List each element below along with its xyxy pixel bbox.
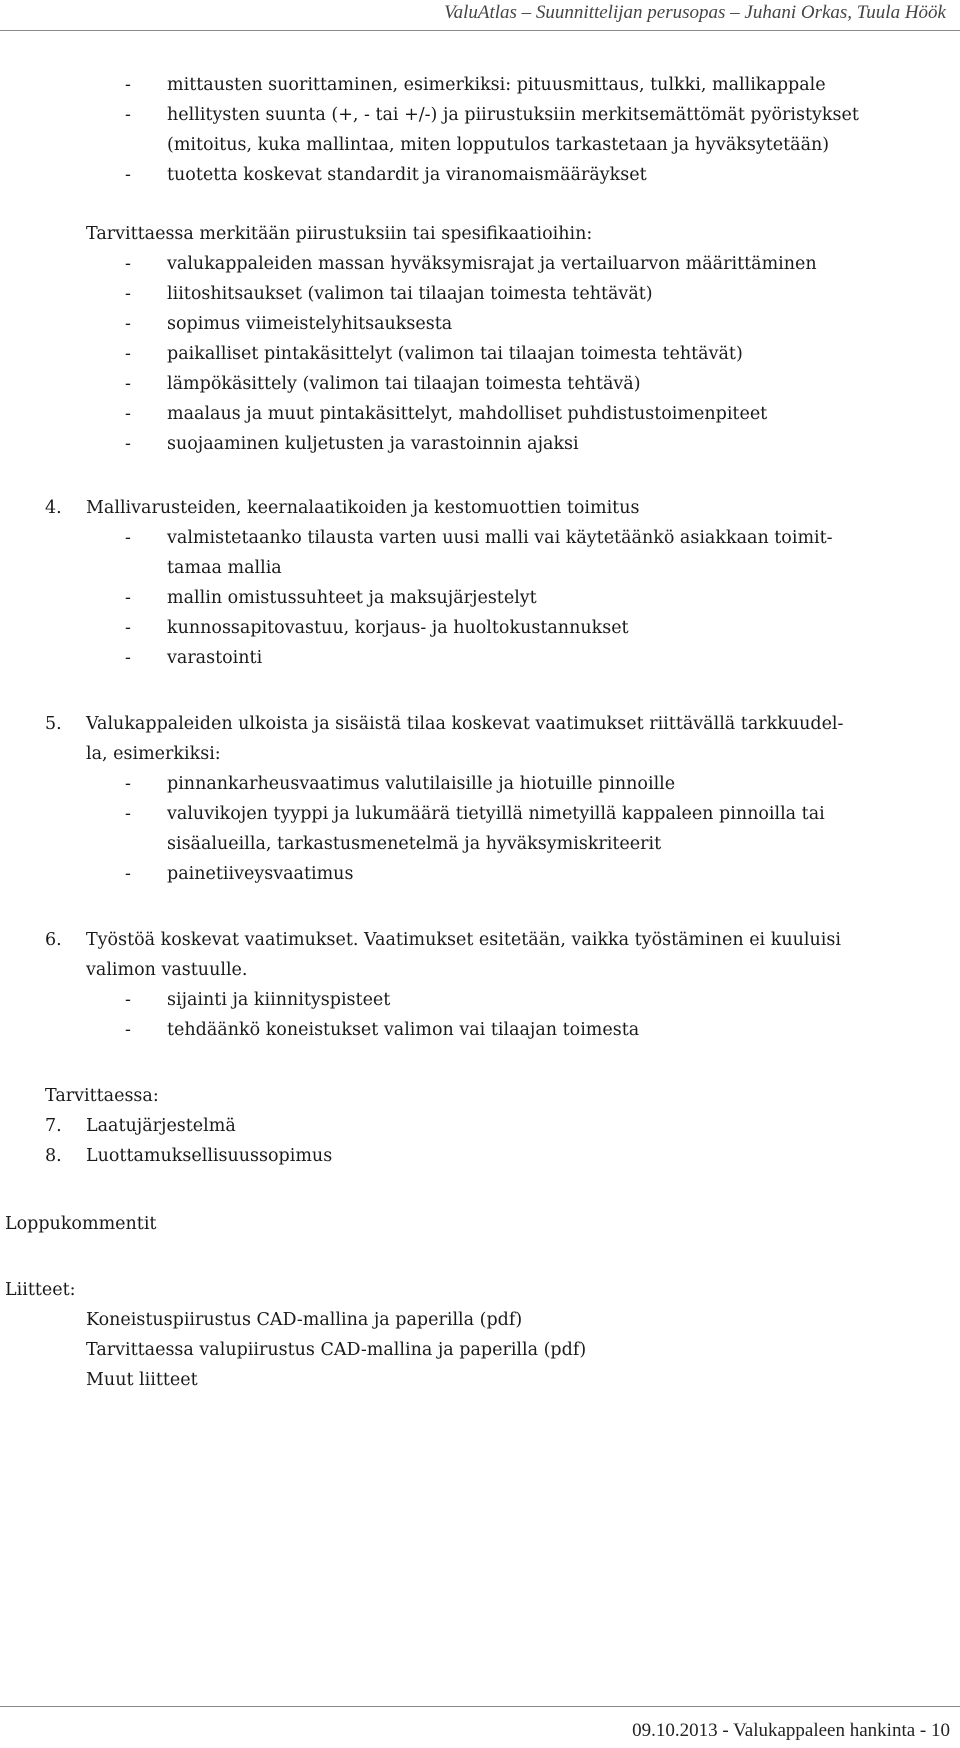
numbered-item	[0, 1111, 960, 1141]
list-item-text: sopimus viimeistelyhitsauksesta	[167, 314, 453, 334]
attachment-text: Koneistuspiirustus CAD-mallina ja paperilla (pdf)	[86, 1310, 523, 1330]
section-number: 5.	[45, 714, 62, 734]
spec-intro	[0, 219, 960, 249]
footer-divider	[0, 1706, 960, 1707]
header-divider	[0, 30, 960, 31]
list-item	[0, 643, 960, 673]
dash-marker: -	[125, 990, 131, 1010]
item-text: Laatujärjestelmä	[86, 1116, 236, 1136]
dash-marker: -	[125, 648, 131, 668]
list-item-text: tamaa mallia	[167, 558, 282, 578]
list-item	[0, 130, 960, 160]
dash-marker: -	[125, 314, 131, 334]
dash-marker: -	[125, 165, 131, 185]
list-item	[0, 583, 960, 613]
dash-marker: -	[125, 75, 131, 95]
list-item-text: suojaaminen kuljetusten ja varastoinnin ajaksi	[167, 434, 579, 454]
list-item-text: hellitysten suunta (+, - tai +/-) ja piirustuksiin merkitsemättömät pyöristykset	[167, 105, 859, 125]
section-title: Valukappaleiden ulkoista ja sisäistä tilaa koskevat vaatimukset riittävällä tarkkuudel-	[86, 714, 844, 734]
list-item-text: tehdäänkö koneistukset valimon vai tilaajan toimesta	[167, 1020, 640, 1040]
dash-marker: -	[125, 774, 131, 794]
dash-marker: -	[125, 804, 131, 824]
dash-marker: -	[125, 254, 131, 274]
item-number: 8.	[45, 1146, 62, 1166]
list-item	[0, 249, 960, 279]
dash-marker: -	[125, 618, 131, 638]
list-item-text: valuvikojen tyyppi ja lukumäärä tietyillä nimetyillä kappaleen pinnoilla tai	[167, 804, 825, 824]
dash-marker: -	[125, 864, 131, 884]
section-heading	[0, 709, 960, 739]
dash-marker: -	[125, 1020, 131, 1040]
list-item-text: varastointi	[167, 648, 263, 668]
attachment-item	[0, 1305, 960, 1335]
list-item	[0, 399, 960, 429]
list-item-text: sisäalueilla, tarkastusmenetelmä ja hyväksymiskriteerit	[167, 834, 662, 854]
list-item-text: mittausten suorittaminen, esimerkiksi: pituusmittaus, tulkki, mallikappale	[167, 75, 826, 95]
section-title: Mallivarusteiden, keernalaatikoiden ja kestomuottien toimitus	[86, 498, 640, 518]
list-item	[0, 613, 960, 643]
dash-marker: -	[125, 404, 131, 424]
list-item-text: sijainti ja kiinnityspisteet	[167, 990, 391, 1010]
section-title: Työstöä koskevat vaatimukset. Vaatimukset esitetään, vaikka työstäminen ei kuuluisi	[86, 930, 841, 950]
numbered-item	[0, 1141, 960, 1171]
page-footer: 09.10.2013 - Valukappaleen hankinta - 10	[632, 1720, 950, 1741]
dash-marker: -	[125, 528, 131, 548]
closing-heading	[0, 1209, 960, 1239]
list-item	[0, 985, 960, 1015]
list-item	[0, 369, 960, 399]
section-title: la, esimerkiksi:	[86, 744, 221, 764]
list-item	[0, 859, 960, 889]
list-item	[0, 799, 960, 829]
optional-intro-text: Tarvittaessa:	[45, 1086, 159, 1106]
list-item-text: mallin omistussuhteet ja maksujärjestelyt	[167, 588, 537, 608]
attachments-label	[0, 1275, 960, 1305]
section-title: valimon vastuulle.	[86, 960, 248, 980]
list-item	[0, 829, 960, 859]
running-header: ValuAtlas – Suunnittelijan perusopas – Juhani Orkas, Tuula Höök	[444, 2, 946, 23]
section-number: 6.	[45, 930, 62, 950]
section-number: 4.	[45, 498, 62, 518]
list-item	[0, 309, 960, 339]
spec-intro-text: Tarvittaessa merkitään piirustuksiin tai spesifikaatioihin:	[86, 224, 593, 244]
dash-marker: -	[125, 588, 131, 608]
section-heading-cont	[0, 955, 960, 985]
attachments-label-text: Liitteet:	[5, 1280, 76, 1300]
attachment-text: Muut liitteet	[86, 1370, 198, 1390]
list-item-text: maalaus ja muut pintakäsittelyt, mahdolliset puhdistustoimenpiteet	[167, 404, 768, 424]
list-item	[0, 1015, 960, 1045]
document-body	[0, 70, 960, 1395]
section-heading-cont	[0, 739, 960, 769]
list-item-text: pinnankarheusvaatimus valutilaisille ja hiotuille pinnoille	[167, 774, 676, 794]
list-item-text: valukappaleiden massan hyväksymisrajat ja vertailuarvon määrittäminen	[167, 254, 817, 274]
list-item	[0, 523, 960, 553]
list-item-text: painetiiveysvaatimus	[167, 864, 354, 884]
section-heading	[0, 493, 960, 523]
list-item-text: liitoshitsaukset (valimon tai tilaajan toimesta tehtävät)	[167, 284, 653, 304]
list-item	[0, 70, 960, 100]
list-item	[0, 429, 960, 459]
dash-marker: -	[125, 374, 131, 394]
list-item-text: kunnossapitovastuu, korjaus- ja huoltokustannukset	[167, 618, 629, 638]
list-item-text: valmistetaanko tilausta varten uusi malli vai käytetäänkö asiakkaan toimit-	[167, 528, 833, 548]
list-item	[0, 100, 960, 130]
list-item-text: paikalliset pintakäsittelyt (valimon tai tilaajan toimesta tehtävät)	[167, 344, 743, 364]
list-item	[0, 160, 960, 190]
item-text: Luottamuksellisuussopimus	[86, 1146, 333, 1166]
attachment-item	[0, 1365, 960, 1395]
section-heading	[0, 925, 960, 955]
item-number: 7.	[45, 1116, 62, 1136]
list-item	[0, 769, 960, 799]
dash-marker: -	[125, 105, 131, 125]
list-item-text: (mitoitus, kuka mallintaa, miten lopputulos tarkastetaan ja hyväksytetään)	[167, 135, 830, 155]
dash-marker: -	[125, 434, 131, 454]
optional-intro	[0, 1081, 960, 1111]
list-item	[0, 339, 960, 369]
dash-marker: -	[125, 284, 131, 304]
list-item	[0, 279, 960, 309]
closing-text: Loppukommentit	[5, 1214, 157, 1234]
list-item-text: lämpökäsittely (valimon tai tilaajan toimesta tehtävä)	[167, 374, 641, 394]
list-item-text: tuotetta koskevat standardit ja viranomaismääräykset	[167, 165, 647, 185]
list-item	[0, 553, 960, 583]
attachment-item	[0, 1335, 960, 1365]
dash-marker: -	[125, 344, 131, 364]
attachment-text: Tarvittaessa valupiirustus CAD-mallina ja paperilla (pdf)	[86, 1340, 587, 1360]
